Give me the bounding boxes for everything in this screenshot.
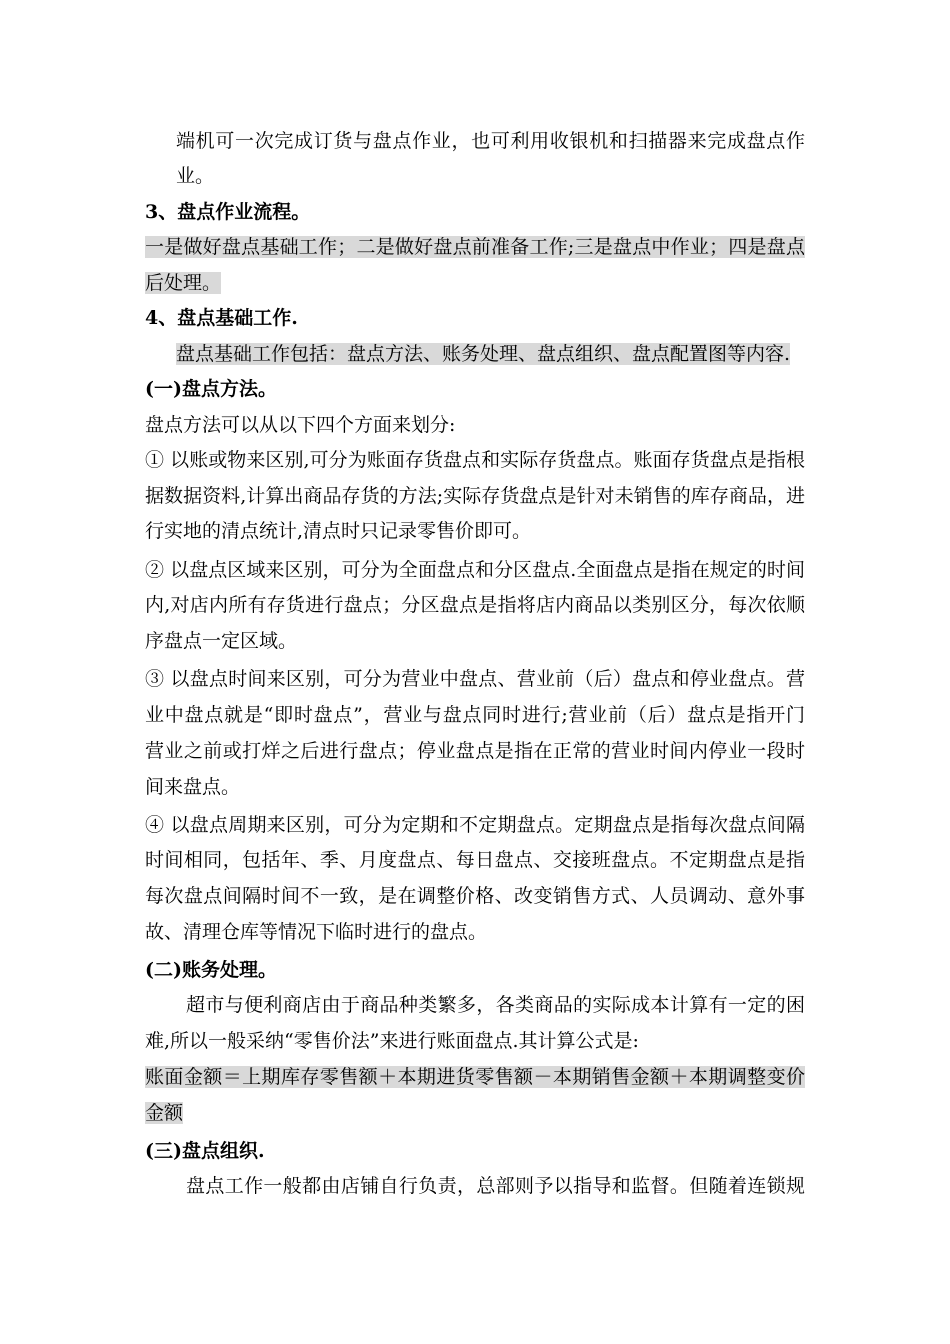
subsection-heading: (三)盘点组织. <box>145 1140 265 1162</box>
highlighted-line <box>176 341 790 367</box>
paragraph-line: 序盘点一定区域。 <box>145 630 298 652</box>
paragraph-line: 业中盘点就是“即时盘点”，营业与盘点同时进行;营业前（后）盘点是指开门 <box>145 704 805 726</box>
paragraph-line: ④ 以盘点周期来区别，可分为定期和不定期盘点。定期盘点是指每次盘点间隔 <box>145 814 805 836</box>
paragraph-line: ② 以盘点区域来区别，可分为全面盘点和分区盘点.全面盘点是指在规定的时间 <box>145 559 805 581</box>
paragraph-line: ① 以账或物来区别,可分为账面存货盘点和实际存货盘点。账面存货盘点是指根 <box>145 449 805 471</box>
paragraph-line: 据数据资料,计算出商品存货的方法;实际存货盘点是针对未销售的库存商品，进 <box>145 485 805 507</box>
paragraph-line: 超市与便利商店由于商品种类繁多，各类商品的实际成本计算有一定的困 <box>186 994 805 1016</box>
paragraph-line: 端机可一次完成订货与盘点作业，也可利用收银机和扫描器来完成盘点作 <box>176 130 805 152</box>
highlight: 一是做好盘点基础工作；二是做好盘点前准备工作;三是盘点中作业；四是盘点 <box>145 236 805 258</box>
paragraph-line: 内,对店内所有存货进行盘点；分区盘点是指将店内商品以类别区分，每次依顺 <box>145 594 805 616</box>
paragraph-line: 时间相同，包括年、季、月度盘点、每日盘点、交接班盘点。不定期盘点是指 <box>145 849 805 871</box>
highlighted-line <box>145 234 805 260</box>
paragraph-line: 行实地的清点统计,清点时只记录零售价即可。 <box>145 520 532 542</box>
highlight: 金额 <box>145 1102 184 1124</box>
subsection-heading: (二)账务处理。 <box>145 959 277 981</box>
paragraph-line: 盘点方法可以从以下四个方面来划分: <box>145 414 456 436</box>
paragraph-line: 间来盘点。 <box>145 776 241 798</box>
highlight: 盘点基础工作包括：盘点方法、账务处理、盘点组织、盘点配置图等内容. <box>176 343 791 365</box>
highlighted-line <box>145 1100 183 1126</box>
paragraph-line: 难,所以一般采纳“零售价法”来进行账面盘点.其计算公式是: <box>145 1030 639 1052</box>
paragraph-line: 业。 <box>176 165 215 187</box>
paragraph-line: 每次盘点间隔时间不一致，是在调整价格、改变销售方式、人员调动、意外事 <box>145 885 805 907</box>
subsection-heading: (一)盘点方法。 <box>145 378 277 400</box>
paragraph-line: 营业之前或打烊之后进行盘点；停业盘点是指在正常的营业时间内停业一段时 <box>145 740 805 762</box>
paragraph-line: ③ 以盘点时间来区别，可分为营业中盘点、营业前（后）盘点和停业盘点。营 <box>145 668 805 690</box>
section-heading: 3、盘点作业流程。 <box>145 201 311 223</box>
highlight: 后处理。 <box>145 272 222 294</box>
section-heading: 4、盘点基础工作. <box>145 307 298 329</box>
paragraph-line: 故、清理仓库等情况下临时进行的盘点。 <box>145 921 488 943</box>
highlight: 账面金额＝上期库存零售额＋本期进货零售额－本期销售金额＋本期调整变价 <box>145 1066 805 1088</box>
paragraph-line: 盘点工作一般都由店铺自行负责，总部则予以指导和监督。但随着连锁规 <box>186 1175 805 1197</box>
highlighted-line <box>145 1064 805 1090</box>
highlighted-line <box>145 270 221 296</box>
